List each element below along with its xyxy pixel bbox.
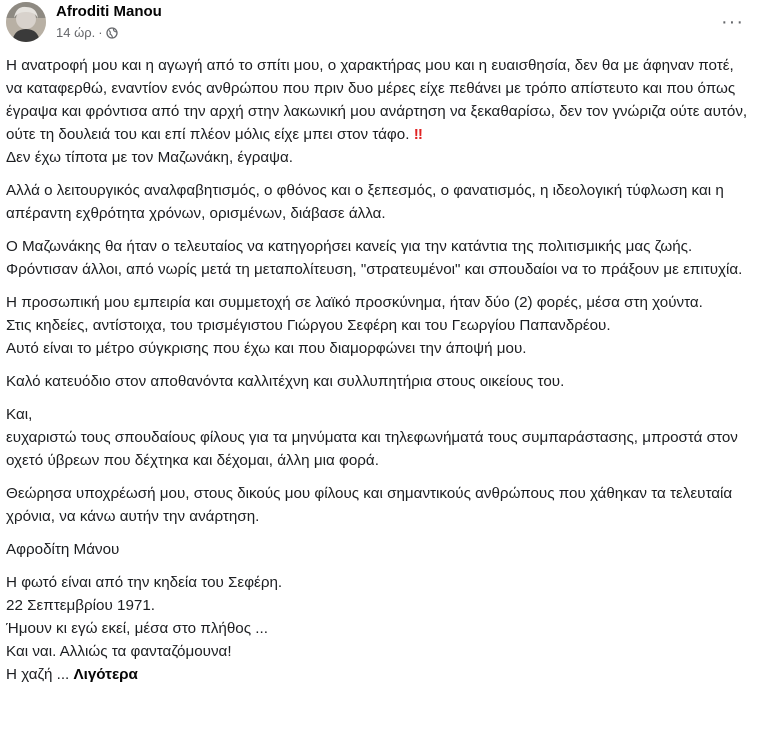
post-paragraph: Και ναι. Αλλιώς τα φανταζόμουνα!: [6, 643, 232, 660]
post-paragraph: Στις κηδείες, αντίστοιχα, του τρισμέγιστου Γιώργου Σεφέρη και του Γεωργίου Παπανδρέου.: [6, 317, 611, 334]
post-paragraph: Ήμουν κι εγώ εκεί, μέσα στο πλήθος ...: [6, 620, 268, 637]
post-paragraph: ευχαριστώ τους σπουδαίους φίλους για τα μηνύματα και τηλεφωνήματά τους συμπαράστασης, μπροστά στον οχετό ύβρεων που δέχτηκα και δέχομαι, άλλη μια φορά.: [6, 429, 738, 469]
post-paragraph: [6, 54, 754, 146]
post-paragraph: Θεώρησα υποχρέωσή μου, στους δικούς μου φίλους και σημαντικούς ανθρώπους που χάθηκαν τα τελευταία χρόνια, να κάνω αυτήν την ανάρτηση.: [6, 485, 733, 525]
post-paragraph: Η προσωπική μου εμπειρία και συμμετοχή σε λαϊκό προσκύνημα, ήταν δύο (2) φορές, μέσα στη χούντα.: [6, 294, 703, 311]
post-paragraph: Αλλά ο λειτουργικός αναλφαβητισμός, ο φθόνος και ο ξεπεσμός, ο φανατισμός, η ιδεολογική τύφλωση και η απέραντη εχθρότητα χρόνων, ορισμένων, διάβασε άλλα.: [6, 182, 724, 222]
avatar[interactable]: [6, 2, 46, 42]
more-options-icon[interactable]: ···: [721, 11, 744, 33]
post-body: [6, 54, 754, 686]
post-paragraph: [6, 663, 754, 686]
globe-icon[interactable]: [106, 27, 118, 42]
post-paragraph: Ο Μαζωνάκης θα ήταν ο τελευταίος να κατηγορήσει κανείς για την κατάντια της πολιτισμικής μας ζωής. Φρόντισαν άλλοι, από νωρίς μετά τη μεταπολίτευση, "στρατευμένοι" και σπουδαίοι να το πράξουν με επιτυχία.: [6, 238, 743, 278]
post-paragraph: Καλό κατευόδιο στον αποθανόντα καλλιτέχνη και συλλυπητήρια στους οικείους του.: [6, 373, 565, 390]
post-paragraph: Αυτό είναι το μέτρο σύγκρισης που έχω και που διαμορφώνει την άποψή μου.: [6, 340, 527, 357]
see-less-link[interactable]: Λιγότερα: [73, 666, 138, 683]
avatar-photo: [6, 2, 46, 42]
paragraph-text: Η χαζή ...: [6, 666, 70, 683]
post-paragraph: 22 Σεπτεμβρίου 1971.: [6, 597, 155, 614]
post-meta: [56, 25, 118, 42]
post-timestamp[interactable]: 14 ώρ.: [56, 25, 96, 40]
meta-separator: ·: [98, 25, 103, 40]
post-paragraph: Δεν έχω τίποτα με τον Μαζωνάκη, έγραψα.: [6, 149, 294, 166]
paragraph-text: Η ανατροφή μου και η αγωγή από το σπίτι μου, ο χαρακτήρας μου και η ευαισθησία, δεν θα με άφηναν ποτέ, να καταφερθώ, εναντίον ενός ανθρώπου που πριν δυο μέρες είχε πεθάνει με τρόπο απίστευτο και που όπως έγραψα και φρόντισα από την αρχή στην λακωνική μου ανάρτηση να ξεκαθαρίσω, δεν τον γνώριζα ούτε αυτόν, ούτε τη δουλειά του και επί πλέον μόλις είχε μπει στον τάφο.: [6, 57, 748, 143]
double-exclamation-icon: ‼: [413, 126, 423, 143]
post-signature: Αφροδίτη Μάνου: [6, 541, 120, 558]
post-header: [0, 0, 760, 48]
post-paragraph: Η φωτό είναι από την κηδεία του Σεφέρη.: [6, 574, 283, 591]
author-name[interactable]: Afroditi Manou: [56, 3, 162, 20]
post-paragraph: Και,: [6, 406, 33, 423]
